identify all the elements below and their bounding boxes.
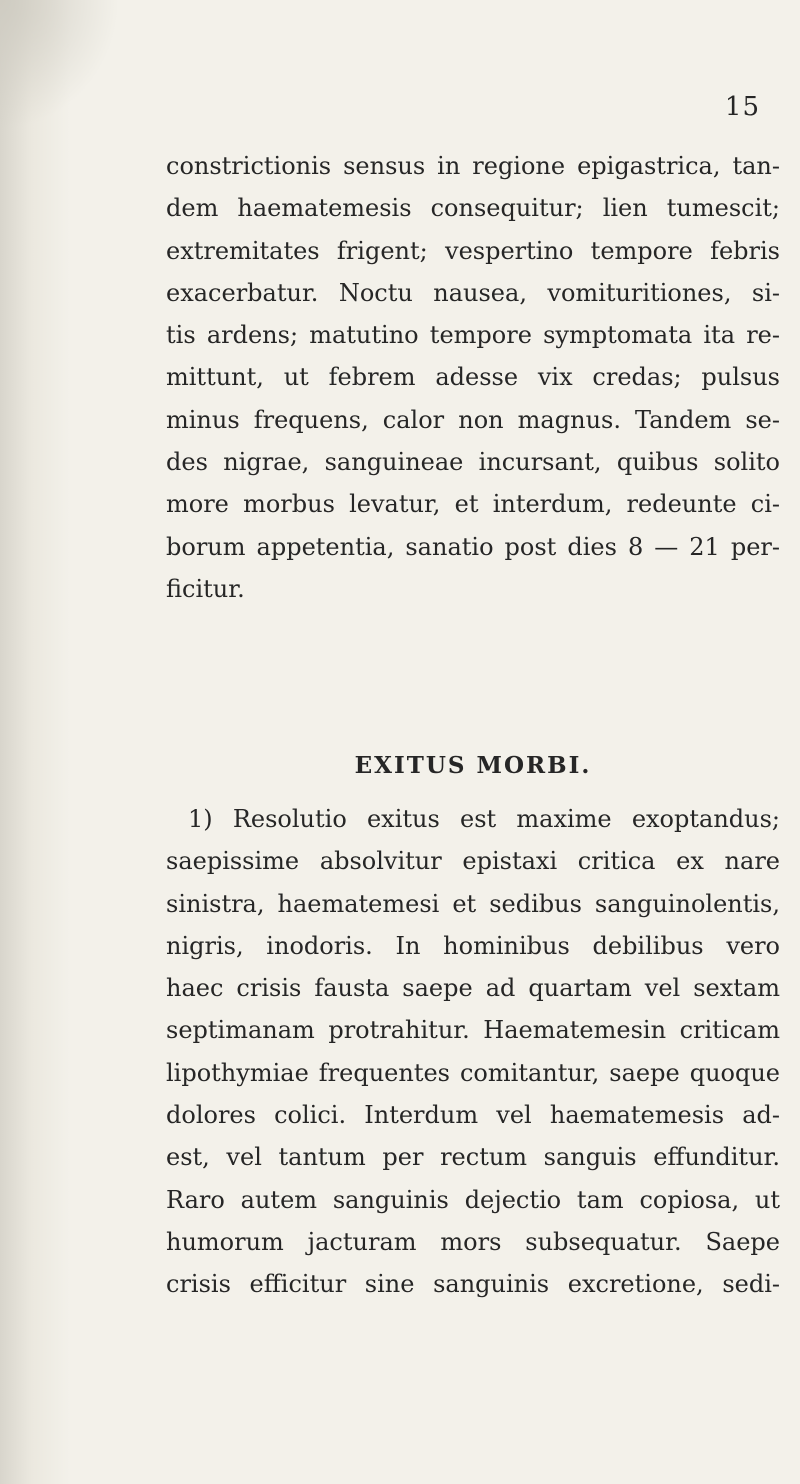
page-corner-stain: [0, 0, 120, 130]
text-line: des nigrae, sanguineae incursant, quibus solito: [166, 448, 780, 477]
text-line: crisis efficitur sine sanguinis excretione, sedi-: [166, 1270, 780, 1299]
text-line: more morbus levatur, et interdum, redeunte ci-: [166, 490, 780, 519]
text-line: humorum jacturam mors subsequatur. Saepe: [166, 1227, 780, 1256]
text-line: est, vel tantum per rectum sanguis effunditur.: [166, 1143, 780, 1172]
text-line: minus frequens, calor non magnus. Tandem se-: [166, 405, 780, 434]
text-line: haec crisis fausta saepe ad quartam vel sextam: [166, 974, 780, 1003]
text-line: tis ardens; matutino tempore symptomata ita re-: [166, 321, 780, 350]
text-line: dem haematemesis consequitur; lien tumescit;: [166, 194, 780, 223]
paragraph-exitus: [166, 798, 780, 1306]
text-line: lipothymiae frequentes comitantur, saepe quoque: [166, 1058, 780, 1087]
text-line: mittunt, ut febrem adesse vix credas; pulsus: [166, 363, 780, 392]
text-line: ficitur.: [166, 574, 245, 603]
text-line: constrictionis sensus in regione epigastrica, tan-: [166, 152, 780, 180]
text-line: dolores colici. Interdum vel haematemesis ad-: [166, 1101, 780, 1130]
paragraph-symptoms: [166, 145, 780, 610]
text-line: exacerbatur. Noctu nausea, vomituritiones, si-: [166, 278, 780, 307]
page-gutter-shadow: [0, 0, 70, 1484]
text-line: 1) Resolutio exitus est maxime exoptandus;: [188, 805, 780, 833]
text-line: nigris, inodoris. In hominibus debilibus vero: [166, 931, 780, 960]
section-heading: EXITUS MORBI.: [354, 752, 592, 779]
text-line: saepissime absolvitur epistaxi critica ex nare: [166, 847, 780, 876]
text-line: Raro autem sanguinis dejectio tam copiosa, ut: [166, 1185, 780, 1214]
page-number: 15: [724, 92, 760, 122]
text-line: sinistra, haematemesi et sedibus sanguinolentis,: [166, 889, 780, 918]
text-line: extremitates frigent; vespertino tempore febris: [166, 236, 780, 265]
text-line: borum appetentia, sanatio post dies 8 — 21 per-: [166, 532, 780, 561]
text-line: septimanam protrahitur. Haematemesin criticam: [166, 1016, 780, 1045]
